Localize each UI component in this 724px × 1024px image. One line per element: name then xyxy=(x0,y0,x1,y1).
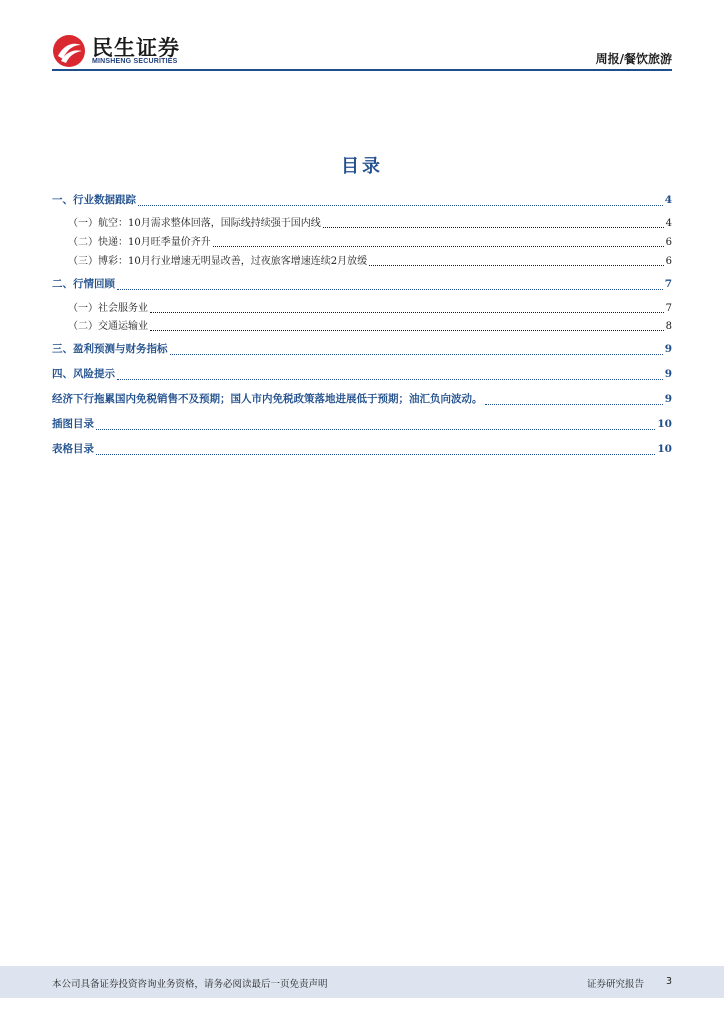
toc-entry-text: （一）航空：10月需求整体回落，国际线持续强于国内线 xyxy=(68,218,321,229)
toc-entry-page: 9 xyxy=(664,343,672,355)
toc-entry-text: 三、盈利预测与财务指标 xyxy=(52,343,168,355)
toc-entry-page: 4 xyxy=(665,218,672,229)
toc-entry-text: （二）快递：10月旺季量价齐升 xyxy=(68,237,211,248)
toc-entry[interactable] xyxy=(68,214,672,232)
toc-entry[interactable] xyxy=(52,366,672,384)
toc-entry-page: 9 xyxy=(664,393,672,405)
report-type: 周报/餐饮旅游 xyxy=(595,52,672,66)
toc-dot-leader xyxy=(369,265,664,266)
toc-entry[interactable] xyxy=(68,252,672,270)
toc-entry[interactable] xyxy=(52,391,672,409)
toc-entry-text: （二）交通运输业 xyxy=(68,321,148,332)
toc-entry[interactable] xyxy=(52,341,672,359)
toc-entry-page: 10 xyxy=(657,443,672,455)
toc-entry-text: 一、行业数据跟踪 xyxy=(52,194,136,206)
toc-entry-text: 四、风险提示 xyxy=(52,368,115,380)
toc-entry[interactable] xyxy=(52,441,672,459)
footer-disclaimer: 本公司具备证券投资咨询业务资格，请务必阅读最后一页免责声明 xyxy=(52,979,328,990)
toc-entry-text: （一）社会服务业 xyxy=(68,303,148,314)
toc-entry-page: 9 xyxy=(664,368,672,380)
toc-entry-text: 经济下行拖累国内免税销售不及预期；国人市内免税政策落地进展低于预期；油汇负向波动。 xyxy=(52,393,483,405)
brand-name-en: MINSHENG SECURITIES xyxy=(92,58,178,65)
toc-entry-text: 插图目录 xyxy=(52,418,94,430)
toc-dot-leader xyxy=(213,246,664,247)
toc-entry-page: 6 xyxy=(665,237,672,248)
toc-entry-page: 6 xyxy=(665,256,672,267)
toc-dot-leader xyxy=(323,227,664,228)
toc-entry-page: 7 xyxy=(665,303,672,314)
footer-report-label: 证券研究报告 xyxy=(586,979,644,990)
toc-entry-page: 7 xyxy=(664,278,672,290)
toc-entry-text: 表格目录 xyxy=(52,443,94,455)
toc-entry[interactable] xyxy=(68,299,672,317)
toc-dot-leader xyxy=(485,404,663,405)
toc-dot-leader xyxy=(96,454,655,455)
minsheng-securities-logo-icon xyxy=(52,34,86,68)
page-number: 3 xyxy=(665,976,672,987)
toc-entry[interactable] xyxy=(68,317,672,335)
toc-entry-page: 8 xyxy=(665,321,672,332)
toc-entry-page: 4 xyxy=(664,194,672,206)
toc-entry-text: 二、行情回顾 xyxy=(52,278,115,290)
toc-dot-leader xyxy=(150,312,664,313)
toc-dot-leader xyxy=(138,205,663,206)
toc-title: 目录 xyxy=(341,156,383,177)
header-divider xyxy=(52,69,672,71)
toc-dot-leader xyxy=(150,330,664,331)
page-header xyxy=(0,0,724,74)
toc-entry-text: （三）博彩：10月行业增速无明显改善，过夜旅客增速连续2月放缓 xyxy=(68,256,368,267)
toc-entry-page: 10 xyxy=(657,418,672,430)
toc-entry[interactable] xyxy=(52,416,672,434)
brand-name-cn: 民生证券 xyxy=(92,36,180,60)
toc-dot-leader xyxy=(170,354,663,355)
toc-entry[interactable] xyxy=(68,233,672,251)
toc-entry[interactable] xyxy=(52,276,672,294)
toc-dot-leader xyxy=(117,289,663,290)
toc-dot-leader xyxy=(96,429,655,430)
toc-entry[interactable] xyxy=(52,192,672,210)
toc-dot-leader xyxy=(117,379,663,380)
